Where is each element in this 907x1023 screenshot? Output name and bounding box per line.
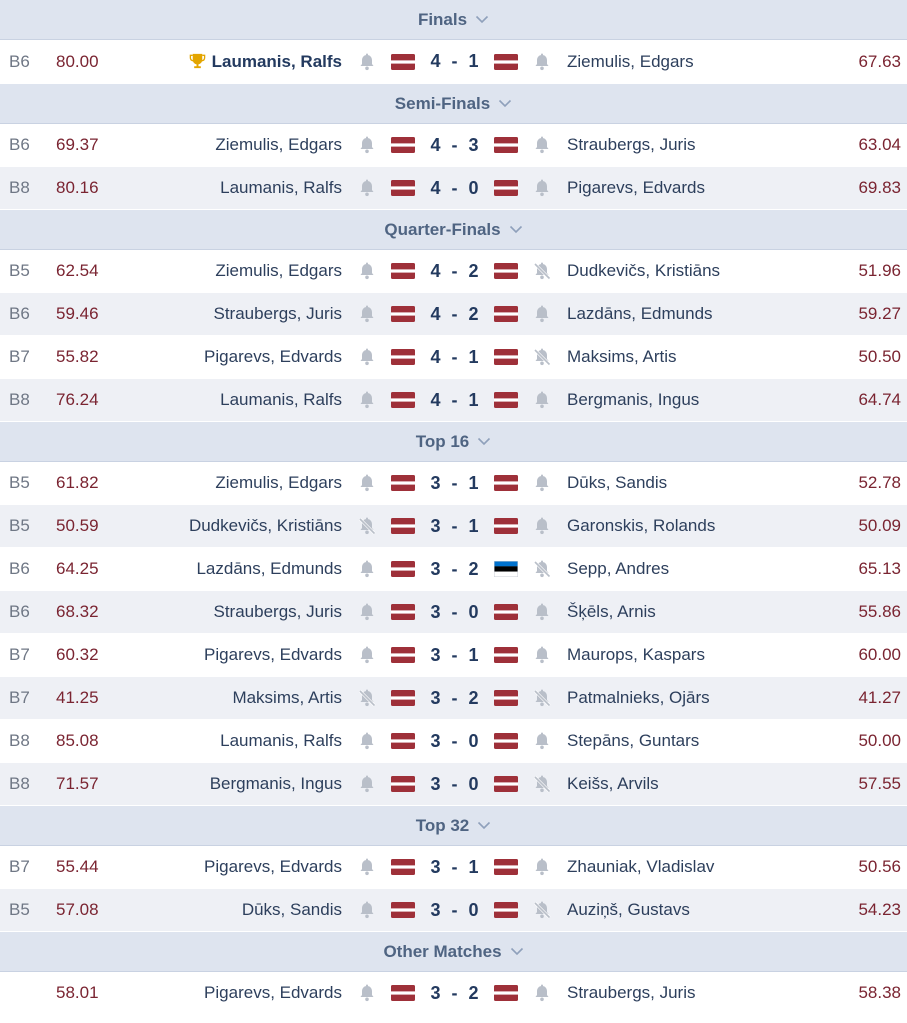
home-player-name: Dudkevičs, Kristiāns bbox=[188, 516, 342, 535]
latvia-flag-icon bbox=[494, 336, 518, 378]
home-player-name: Laumanis, Ralfs bbox=[220, 390, 342, 409]
board-number: B5 bbox=[9, 473, 30, 492]
home-player-name: Laumanis, Ralfs bbox=[211, 51, 342, 71]
latvia-flag-icon bbox=[494, 124, 518, 166]
away-player[interactable]: Sepp, Andres bbox=[567, 559, 670, 578]
score-separator: - bbox=[451, 856, 459, 877]
bell-icon[interactable] bbox=[532, 462, 552, 504]
board-number: B6 bbox=[9, 602, 30, 621]
home-average: 85.08 bbox=[56, 731, 99, 750]
score-separator: - bbox=[451, 134, 459, 155]
match-row[interactable] bbox=[0, 846, 907, 889]
home-average: 69.37 bbox=[56, 135, 99, 154]
home-player[interactable] bbox=[204, 634, 342, 676]
away-player[interactable]: Pigarevs, Edvards bbox=[567, 178, 705, 197]
home-average: 41.25 bbox=[56, 688, 99, 707]
match-row[interactable] bbox=[0, 548, 907, 591]
score-home: 3 bbox=[430, 687, 442, 708]
latvia-flag-icon bbox=[494, 250, 518, 292]
score-away: 1 bbox=[468, 644, 480, 665]
bell-off-icon[interactable] bbox=[357, 677, 377, 719]
away-player[interactable]: Straubergs, Juris bbox=[567, 983, 696, 1002]
latvia-flag-icon bbox=[494, 167, 518, 209]
bell-icon[interactable] bbox=[357, 336, 377, 378]
board-number: B6 bbox=[9, 559, 30, 578]
match-row[interactable] bbox=[0, 336, 907, 379]
away-average: 54.23 bbox=[858, 900, 901, 919]
home-average: 80.00 bbox=[56, 51, 99, 71]
trophy-icon bbox=[188, 52, 207, 71]
home-average: 68.32 bbox=[56, 602, 99, 621]
latvia-flag-icon bbox=[391, 972, 415, 1014]
score-away: 0 bbox=[468, 899, 480, 920]
score-separator: - bbox=[451, 730, 459, 751]
score-separator: - bbox=[451, 601, 459, 622]
latvia-flag-icon bbox=[494, 293, 518, 335]
bell-icon[interactable] bbox=[357, 40, 377, 83]
match-row[interactable] bbox=[0, 889, 907, 932]
away-player[interactable]: Garonskis, Rolands bbox=[567, 516, 716, 535]
home-player-name: Dūks, Sandis bbox=[241, 900, 342, 919]
home-player[interactable] bbox=[220, 379, 342, 421]
match-score[interactable] bbox=[425, 972, 485, 1014]
latvia-flag-icon bbox=[391, 40, 415, 83]
latvia-flag-icon bbox=[494, 677, 518, 719]
bell-icon[interactable] bbox=[357, 293, 377, 335]
away-average: 59.27 bbox=[858, 304, 901, 323]
score-away: 1 bbox=[468, 51, 480, 71]
match-score[interactable] bbox=[425, 124, 485, 166]
board-number: B6 bbox=[9, 304, 30, 323]
board-number: B8 bbox=[9, 178, 30, 197]
score-home: 4 bbox=[430, 389, 442, 410]
bell-icon[interactable] bbox=[357, 591, 377, 633]
bell-icon[interactable] bbox=[532, 720, 552, 762]
match-score[interactable] bbox=[425, 505, 485, 547]
latvia-flag-icon bbox=[494, 40, 518, 83]
score-away: 1 bbox=[468, 515, 480, 536]
home-player-name: Straubergs, Juris bbox=[213, 602, 342, 621]
away-player[interactable]: Maksims, Artis bbox=[567, 347, 677, 366]
match-row[interactable] bbox=[0, 677, 907, 720]
match-score[interactable] bbox=[425, 379, 485, 421]
latvia-flag-icon bbox=[391, 462, 415, 504]
board-number: B5 bbox=[9, 516, 30, 535]
latvia-flag-icon bbox=[391, 763, 415, 805]
score-separator: - bbox=[451, 773, 459, 794]
home-player[interactable] bbox=[188, 40, 342, 83]
away-average: 50.00 bbox=[858, 731, 901, 750]
board-number: B6 bbox=[9, 135, 30, 154]
score-away: 2 bbox=[468, 558, 480, 579]
bell-icon[interactable] bbox=[357, 634, 377, 676]
latvia-flag-icon bbox=[494, 591, 518, 633]
match-row[interactable] bbox=[0, 972, 907, 1015]
match-row[interactable] bbox=[0, 720, 907, 763]
away-average: 51.96 bbox=[858, 261, 901, 280]
score-home: 3 bbox=[430, 730, 442, 751]
match-score[interactable] bbox=[425, 763, 485, 805]
score-separator: - bbox=[451, 51, 459, 71]
bell-icon[interactable] bbox=[357, 763, 377, 805]
bell-icon[interactable] bbox=[532, 972, 552, 1014]
score-home: 3 bbox=[430, 773, 442, 794]
bell-off-icon[interactable] bbox=[532, 889, 552, 931]
home-player[interactable] bbox=[189, 505, 342, 547]
section-header[interactable] bbox=[0, 210, 907, 250]
latvia-flag-icon bbox=[494, 462, 518, 504]
latvia-flag-icon bbox=[391, 505, 415, 547]
home-player[interactable] bbox=[214, 591, 343, 633]
score-separator: - bbox=[451, 644, 459, 665]
home-player[interactable] bbox=[204, 972, 342, 1014]
section-header[interactable] bbox=[0, 932, 907, 972]
bell-icon[interactable] bbox=[357, 167, 377, 209]
home-player-name: Ziemulis, Edgars bbox=[215, 135, 342, 154]
score-away: 0 bbox=[468, 601, 480, 622]
section-header[interactable] bbox=[0, 0, 907, 40]
bell-off-icon[interactable] bbox=[357, 505, 377, 547]
chevron-down-icon[interactable] bbox=[490, 98, 512, 110]
section-header[interactable] bbox=[0, 806, 907, 846]
match-row[interactable] bbox=[0, 634, 907, 677]
score-away: 1 bbox=[468, 346, 480, 367]
latvia-flag-icon bbox=[391, 167, 415, 209]
bell-icon[interactable] bbox=[357, 846, 377, 888]
bell-icon[interactable] bbox=[357, 972, 377, 1014]
section-title: Semi-Finals bbox=[394, 93, 491, 113]
home-player-name: Pigarevs, Edvards bbox=[204, 645, 342, 664]
score-separator: - bbox=[451, 389, 459, 410]
bell-icon[interactable] bbox=[357, 379, 377, 421]
away-average: 64.74 bbox=[858, 390, 901, 409]
score-away: 1 bbox=[468, 856, 480, 877]
latvia-flag-icon bbox=[391, 720, 415, 762]
score-home: 3 bbox=[430, 515, 442, 536]
match-score[interactable] bbox=[425, 889, 485, 931]
match-score[interactable] bbox=[425, 591, 485, 633]
bell-icon[interactable] bbox=[357, 889, 377, 931]
bell-off-icon[interactable] bbox=[532, 336, 552, 378]
home-player[interactable] bbox=[215, 124, 342, 166]
bell-icon[interactable] bbox=[532, 40, 552, 83]
latvia-flag-icon bbox=[391, 548, 415, 590]
section-title: Top 16 bbox=[415, 431, 470, 451]
latvia-flag-icon bbox=[494, 634, 518, 676]
away-average: 55.86 bbox=[858, 602, 901, 621]
score-separator: - bbox=[451, 558, 459, 579]
home-player-name: Pigarevs, Edvards bbox=[204, 983, 342, 1002]
score-away: 0 bbox=[468, 773, 480, 794]
score-home: 3 bbox=[430, 558, 442, 579]
score-home: 3 bbox=[430, 899, 442, 920]
score-separator: - bbox=[451, 346, 459, 367]
bell-icon[interactable] bbox=[532, 505, 552, 547]
match-row[interactable] bbox=[0, 124, 907, 167]
match-score[interactable] bbox=[425, 336, 485, 378]
match-row[interactable] bbox=[0, 462, 907, 505]
match-score[interactable] bbox=[425, 293, 485, 335]
score-separator: - bbox=[451, 472, 459, 493]
away-average: 65.13 bbox=[858, 559, 901, 578]
score-away: 0 bbox=[468, 177, 480, 198]
home-player[interactable] bbox=[204, 846, 342, 888]
bell-off-icon[interactable] bbox=[532, 763, 552, 805]
bell-off-icon[interactable] bbox=[532, 677, 552, 719]
home-player[interactable] bbox=[215, 462, 342, 504]
home-average: 62.54 bbox=[56, 261, 99, 280]
home-player[interactable] bbox=[220, 720, 342, 762]
bell-off-icon[interactable] bbox=[532, 250, 552, 292]
score-home: 4 bbox=[430, 134, 442, 155]
home-player-name: Ziemulis, Edgars bbox=[215, 261, 342, 280]
bell-icon[interactable] bbox=[357, 720, 377, 762]
score-away: 0 bbox=[468, 730, 480, 751]
score-away: 1 bbox=[468, 389, 480, 410]
bell-icon[interactable] bbox=[357, 124, 377, 166]
latvia-flag-icon bbox=[494, 505, 518, 547]
away-average: 50.56 bbox=[858, 857, 901, 876]
home-player-name: Straubergs, Juris bbox=[213, 304, 342, 323]
away-player[interactable]: Straubergs, Juris bbox=[567, 135, 696, 154]
match-row[interactable] bbox=[0, 591, 907, 634]
latvia-flag-icon bbox=[391, 591, 415, 633]
home-player-name: Lazdāns, Edmunds bbox=[196, 559, 342, 578]
away-player[interactable]: Keišs, Arvils bbox=[567, 774, 659, 793]
away-player[interactable]: Zhauniak, Vladislav bbox=[567, 857, 715, 876]
latvia-flag-icon bbox=[391, 336, 415, 378]
home-player[interactable] bbox=[242, 889, 342, 931]
score-home: 3 bbox=[430, 982, 442, 1003]
away-player[interactable]: Maurops, Kaspars bbox=[567, 645, 705, 664]
board-number: B5 bbox=[9, 261, 30, 280]
section-title: Finals bbox=[417, 9, 468, 29]
section-title: Quarter-Finals bbox=[384, 219, 501, 239]
bell-icon[interactable] bbox=[532, 124, 552, 166]
home-player-name: Ziemulis, Edgars bbox=[215, 473, 342, 492]
score-separator: - bbox=[451, 687, 459, 708]
home-average: 55.82 bbox=[56, 347, 99, 366]
home-average: 80.16 bbox=[56, 178, 99, 197]
match-score[interactable] bbox=[425, 846, 485, 888]
home-player-name: Laumanis, Ralfs bbox=[220, 178, 342, 197]
away-player[interactable]: Lazdāns, Edmunds bbox=[567, 304, 713, 323]
latvia-flag-icon bbox=[391, 124, 415, 166]
latvia-flag-icon bbox=[494, 720, 518, 762]
match-row[interactable] bbox=[0, 250, 907, 293]
board-number: B6 bbox=[9, 51, 30, 71]
match-row[interactable] bbox=[0, 505, 907, 548]
away-average: 41.27 bbox=[858, 688, 901, 707]
home-average: 55.44 bbox=[56, 857, 99, 876]
score-separator: - bbox=[451, 260, 459, 281]
score-home: 4 bbox=[430, 51, 442, 71]
score-home: 3 bbox=[430, 601, 442, 622]
latvia-flag-icon bbox=[494, 763, 518, 805]
away-average: 60.00 bbox=[858, 645, 901, 664]
away-average: 69.83 bbox=[858, 178, 901, 197]
bell-icon[interactable] bbox=[357, 548, 377, 590]
away-player[interactable]: Patmalnieks, Ojārs bbox=[567, 688, 710, 707]
home-player-name: Pigarevs, Edvards bbox=[204, 857, 342, 876]
bell-icon[interactable] bbox=[532, 591, 552, 633]
section-header[interactable] bbox=[0, 422, 907, 462]
home-player-name: Pigarevs, Edvards bbox=[204, 347, 342, 366]
home-average: 71.57 bbox=[56, 774, 99, 793]
board-number: B8 bbox=[9, 390, 30, 409]
match-score[interactable] bbox=[425, 677, 485, 719]
match-row[interactable] bbox=[0, 293, 907, 336]
score-separator: - bbox=[451, 515, 459, 536]
home-player[interactable] bbox=[210, 763, 342, 805]
match-row[interactable] bbox=[0, 40, 907, 84]
away-player[interactable]: Šķēls, Arnis bbox=[567, 602, 656, 621]
home-player[interactable] bbox=[214, 293, 343, 335]
section-title: Top 32 bbox=[415, 815, 470, 835]
latvia-flag-icon bbox=[494, 846, 518, 888]
latvia-flag-icon bbox=[391, 677, 415, 719]
bell-icon[interactable] bbox=[532, 634, 552, 676]
away-player[interactable]: Ziemulis, Edgars bbox=[567, 51, 694, 71]
home-player-name: Maksims, Artis bbox=[232, 688, 342, 707]
home-player-name: Laumanis, Ralfs bbox=[220, 731, 342, 750]
away-average: 63.04 bbox=[858, 135, 901, 154]
match-row[interactable] bbox=[0, 763, 907, 806]
score-separator: - bbox=[451, 177, 459, 198]
score-home: 3 bbox=[430, 644, 442, 665]
chevron-down-icon[interactable] bbox=[469, 820, 491, 832]
away-average: 67.63 bbox=[858, 51, 901, 71]
latvia-flag-icon bbox=[391, 379, 415, 421]
score-away: 3 bbox=[468, 134, 480, 155]
home-player[interactable] bbox=[196, 548, 342, 590]
board-number: B5 bbox=[9, 900, 30, 919]
home-average: 50.59 bbox=[56, 516, 99, 535]
home-average: 61.82 bbox=[56, 473, 99, 492]
home-average: 60.32 bbox=[56, 645, 99, 664]
match-score[interactable] bbox=[425, 250, 485, 292]
home-player[interactable] bbox=[215, 250, 342, 292]
score-home: 3 bbox=[430, 856, 442, 877]
score-separator: - bbox=[451, 303, 459, 324]
home-player[interactable] bbox=[232, 677, 342, 719]
latvia-flag-icon bbox=[494, 972, 518, 1014]
score-home: 3 bbox=[430, 472, 442, 493]
score-home: 4 bbox=[430, 303, 442, 324]
match-score[interactable] bbox=[425, 462, 485, 504]
away-average: 50.50 bbox=[858, 347, 901, 366]
score-away: 2 bbox=[468, 687, 480, 708]
bell-icon[interactable] bbox=[532, 379, 552, 421]
away-average: 57.55 bbox=[858, 774, 901, 793]
latvia-flag-icon bbox=[391, 634, 415, 676]
chevron-down-icon[interactable] bbox=[502, 946, 524, 958]
match-row[interactable] bbox=[0, 379, 907, 422]
board-number: B7 bbox=[9, 688, 30, 707]
away-player[interactable]: Auziņš, Gustavs bbox=[567, 900, 690, 919]
bell-icon[interactable] bbox=[532, 846, 552, 888]
match-score[interactable] bbox=[425, 634, 485, 676]
home-average: 59.46 bbox=[56, 304, 99, 323]
score-away: 2 bbox=[468, 982, 480, 1003]
home-player[interactable] bbox=[204, 336, 342, 378]
board-number: B7 bbox=[9, 645, 30, 664]
match-score[interactable] bbox=[425, 40, 485, 83]
home-average: 58.01 bbox=[56, 983, 99, 1002]
match-score[interactable] bbox=[425, 548, 485, 590]
board-number: B8 bbox=[9, 731, 30, 750]
bell-icon[interactable] bbox=[357, 462, 377, 504]
away-average: 52.78 bbox=[858, 473, 901, 492]
home-player-name: Bergmanis, Ingus bbox=[209, 774, 342, 793]
match-row[interactable] bbox=[0, 167, 907, 210]
bell-icon[interactable] bbox=[532, 293, 552, 335]
away-average: 50.09 bbox=[858, 516, 901, 535]
latvia-flag-icon bbox=[391, 293, 415, 335]
home-average: 64.25 bbox=[56, 559, 99, 578]
estonia-flag-icon bbox=[494, 548, 518, 590]
latvia-flag-icon bbox=[391, 889, 415, 931]
section-header[interactable] bbox=[0, 84, 907, 124]
bell-off-icon[interactable] bbox=[532, 548, 552, 590]
score-away: 2 bbox=[468, 303, 480, 324]
away-player[interactable]: Bergmanis, Ingus bbox=[567, 390, 700, 409]
score-away: 1 bbox=[468, 472, 480, 493]
away-player[interactable]: Stepāns, Guntars bbox=[567, 731, 700, 750]
home-average: 57.08 bbox=[56, 900, 99, 919]
match-score[interactable] bbox=[425, 167, 485, 209]
score-separator: - bbox=[451, 899, 459, 920]
score-home: 4 bbox=[430, 260, 442, 281]
away-player[interactable]: Dūks, Sandis bbox=[567, 473, 668, 492]
away-player[interactable]: Dudkevičs, Kristiāns bbox=[567, 261, 721, 280]
score-home: 4 bbox=[430, 346, 442, 367]
latvia-flag-icon bbox=[494, 379, 518, 421]
board-number: B7 bbox=[9, 347, 30, 366]
match-score[interactable] bbox=[425, 720, 485, 762]
latvia-flag-icon bbox=[391, 846, 415, 888]
score-home: 4 bbox=[430, 177, 442, 198]
bell-icon[interactable] bbox=[532, 167, 552, 209]
home-average: 76.24 bbox=[56, 390, 99, 409]
board-number: B8 bbox=[9, 774, 30, 793]
home-player[interactable] bbox=[220, 167, 342, 209]
chevron-down-icon[interactable] bbox=[469, 436, 491, 448]
chevron-down-icon[interactable] bbox=[467, 14, 489, 26]
section-title: Other Matches bbox=[383, 941, 502, 961]
score-away: 2 bbox=[468, 260, 480, 281]
chevron-down-icon[interactable] bbox=[501, 224, 523, 236]
score-separator: - bbox=[451, 982, 459, 1003]
away-average: 58.38 bbox=[858, 983, 901, 1002]
board-number: B7 bbox=[9, 857, 30, 876]
latvia-flag-icon bbox=[391, 250, 415, 292]
bell-icon[interactable] bbox=[357, 250, 377, 292]
latvia-flag-icon bbox=[494, 889, 518, 931]
